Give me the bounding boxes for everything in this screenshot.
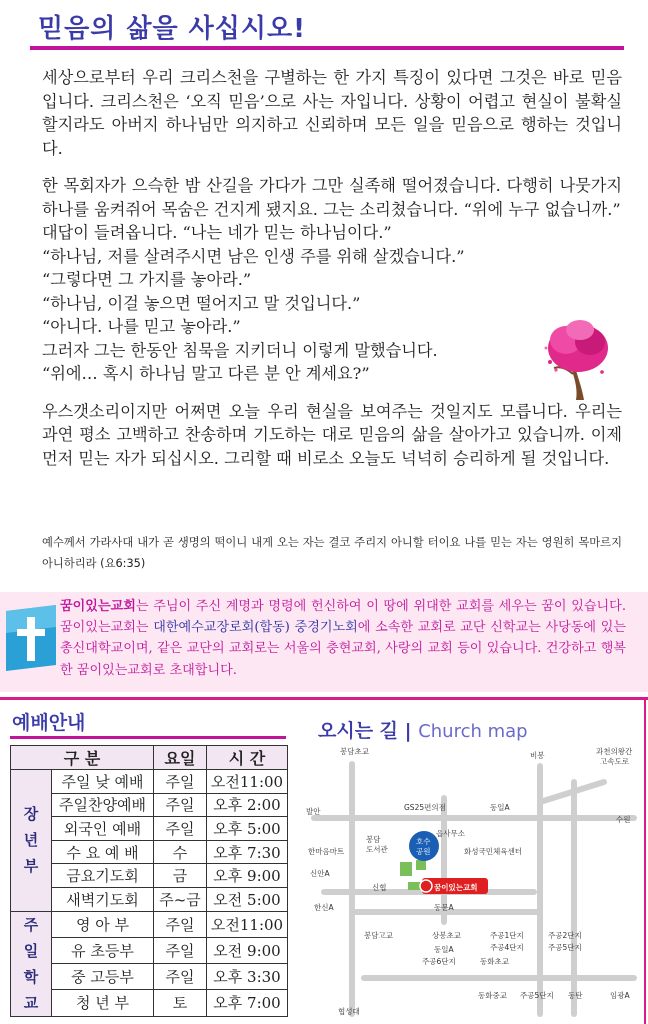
- article-paragraph: 그러자 그는 한동안 침묵을 지키더니 이렇게 말했습니다.: [42, 340, 438, 360]
- service-name: 청 년 부: [52, 990, 154, 1016]
- svg-text:봉담초교: 봉담초교: [340, 747, 369, 756]
- svg-text:임광A: 임광A: [610, 991, 630, 1000]
- svg-text:봉담고교: 봉담고교: [364, 931, 393, 940]
- svg-text:GS25편의점: GS25편의점: [404, 803, 446, 812]
- service-day: 금: [154, 864, 207, 888]
- article-body: [42, 66, 622, 470]
- table-row: [11, 887, 288, 911]
- page-title: 믿음의 삶을 사십시오!: [38, 14, 307, 44]
- svg-text:읍사무소: 읍사무소: [436, 829, 465, 838]
- service-name: 수 요 예 배: [52, 840, 154, 864]
- service-name: 영 아 부: [52, 911, 154, 937]
- svg-text:주공5단지: 주공5단지: [548, 943, 582, 952]
- service-day: 주일: [154, 817, 207, 841]
- service-name: 주일 낮 예배: [52, 770, 154, 794]
- cross-icon: [6, 605, 56, 671]
- svg-text:동일A: 동일A: [434, 945, 454, 954]
- svg-text:동화중교: 동화중교: [478, 991, 507, 1000]
- section-divider: [0, 697, 648, 700]
- category-adults: 장 년 부: [11, 770, 52, 912]
- service-name: 금요기도회: [52, 864, 154, 888]
- svg-text:수원: 수원: [616, 815, 631, 824]
- service-day: 주일: [154, 793, 207, 817]
- schedule-rule: [10, 736, 286, 739]
- svg-text:협성대: 협성대: [338, 1007, 360, 1016]
- title-rule: [30, 46, 624, 50]
- svg-text:상봉초교: 상봉초교: [432, 931, 461, 940]
- service-time: 오전11:00: [207, 911, 288, 937]
- svg-text:고속도로: 고속도로: [600, 757, 629, 766]
- svg-text:주공1단지: 주공1단지: [490, 931, 524, 940]
- article-paragraph: “하나님, 저를 살려주시면 남은 인생 주를 위해 살겠습니다.”: [42, 246, 465, 266]
- section-border: [644, 700, 646, 1024]
- service-time: 오후 9:00: [207, 864, 288, 888]
- article-paragraph: 우스갯소리이지만 어쩌면 오늘 우리 현실을 보여주는 것일지도 모릅니다. 우리는 과연 평소 고백하고 찬송하며 기도하는 대로 믿음의 삶을 살아가고 있습니까. 이제 먼저 믿는 자가 되십시오. 그리할 때 비로소 오늘도 넉넉히 승리하게 될 것입니다.: [42, 401, 622, 468]
- map-title-ko: 오시는 길: [318, 720, 399, 742]
- service-name: 외국인 예배: [52, 817, 154, 841]
- svg-text:주공6단지: 주공6단지: [422, 957, 456, 966]
- service-time: 오후 7:00: [207, 990, 288, 1016]
- service-day: 수: [154, 840, 207, 864]
- lake-park-marker: [409, 831, 439, 861]
- column-header: 구 분: [11, 746, 154, 770]
- schedule-title: 예배안내: [12, 712, 86, 734]
- service-time: 오전11:00: [207, 770, 288, 794]
- svg-text:비봉: 비봉: [530, 751, 545, 760]
- svg-text:공원: 공원: [416, 847, 431, 856]
- article-paragraph: 한 목회자가 으슥한 밤 산길을 가다가 그만 실족해 떨어졌습니다. 다행히 나뭇가지 하나를 움켜쥐어 목숨은 건지게 됐지요. 그는 소리쳤습니다. “위에 누구 없습니까.”: [42, 176, 622, 219]
- service-name: 중 고등부: [52, 964, 154, 990]
- service-time: 오후 5:00: [207, 817, 288, 841]
- service-name: 주일찬양예배: [52, 793, 154, 817]
- svg-text:동일A: 동일A: [490, 803, 510, 812]
- bible-verse: 예수께서 가라사대 내가 곧 생명의 떡이니 내게 오는 자는 결코 주리지 아니할 터이요 나를 믿는 자는 영원히 목마르지 아니하리라 (요6:35): [42, 536, 622, 570]
- article-paragraph: “그렇다면 그 가지를 놓아라.”: [42, 270, 252, 289]
- article-paragraph: “위에… 혹시 하나님 말고 다른 분 안 계세요?”: [42, 364, 370, 383]
- service-day: 주일: [154, 937, 207, 963]
- table-row: [11, 793, 288, 817]
- service-day: 주일: [154, 964, 207, 990]
- church-map: [304, 742, 640, 1018]
- service-day: 주일: [154, 770, 207, 794]
- service-name: 새벽기도회: [52, 887, 154, 911]
- svg-text:주공2단지: 주공2단지: [548, 931, 582, 940]
- service-time: 오후 2:00: [207, 793, 288, 817]
- service-name: 유 초등부: [52, 937, 154, 963]
- banner-text-part: 는 주님이 주신 계명과 명령에 헌신하여 이 땅에 위대한 교회를 세우는 꿈이 있습니다. 꿈이있는교회는: [60, 599, 626, 636]
- service-time: 오후 7:30: [207, 840, 288, 864]
- table-row: [11, 770, 288, 794]
- service-day: 주~금: [154, 887, 207, 911]
- table-header-row: [11, 746, 288, 770]
- column-header: 요일: [154, 746, 207, 770]
- table-row: [11, 990, 288, 1016]
- church-intro-banner: [0, 592, 648, 692]
- category-sunday-school: 주 일 학 교: [11, 911, 52, 1016]
- church-name: 꿈이있는교회: [60, 599, 136, 614]
- worship-schedule-table: [10, 745, 288, 1017]
- article-paragraph: 대답이 들려옵니다. “나는 네가 믿는 하나님이다.”: [42, 223, 392, 242]
- svg-text:도서관: 도서관: [366, 845, 388, 854]
- service-time: 오후 3:30: [207, 964, 288, 990]
- map-title: 오시는 길 | Church map: [318, 720, 528, 742]
- svg-text:발안: 발안: [306, 807, 321, 816]
- denomination: 대한예수교장로회(합동) 중경기노회: [153, 620, 358, 636]
- svg-text:한신A: 한신A: [314, 903, 334, 912]
- svg-text:꿈이있는교회: 꿈이있는교회: [434, 883, 478, 892]
- table-row: [11, 817, 288, 841]
- svg-text:주공4단지: 주공4단지: [490, 943, 524, 952]
- svg-text:주공5단지: 주공5단지: [520, 991, 554, 1000]
- svg-text:신안A: 신안A: [310, 869, 330, 878]
- svg-text:동화초교: 동화초교: [480, 957, 509, 966]
- table-row: [11, 911, 288, 937]
- service-time: 오전 9:00: [207, 937, 288, 963]
- svg-text:봉담: 봉담: [366, 835, 381, 844]
- article-paragraph: “아니다. 나를 믿고 놓아라.”: [42, 317, 241, 336]
- svg-text:과천의왕간: 과천의왕간: [596, 747, 633, 756]
- service-day: 주일: [154, 911, 207, 937]
- table-row: [11, 864, 288, 888]
- article-paragraph: 세상으로부터 우리 크리스천을 구별하는 한 가지 특징이 있다면 그것은 바로 믿음입니다. 크리스천은 ‘오직 믿음’으로 사는 자입니다. 상황이 어렵고 현실이 불확실할지라도 아버지 하나님만 의지하고 신뢰하며 모든 일을 믿음으로 행하는 것입니다.: [42, 68, 622, 158]
- svg-text:신협: 신협: [372, 883, 387, 892]
- svg-text:한마음마트: 한마음마트: [308, 847, 345, 856]
- table-row: [11, 840, 288, 864]
- banner-text: [60, 596, 626, 681]
- service-time: 오전 5:00: [207, 887, 288, 911]
- svg-text:동문A: 동문A: [434, 903, 454, 912]
- map-title-en: Church map: [418, 721, 528, 742]
- service-day: 토: [154, 990, 207, 1016]
- column-header: 시 간: [207, 746, 288, 770]
- svg-text:동탄: 동탄: [568, 991, 583, 1000]
- table-row: [11, 964, 288, 990]
- pink-tree-illustration: [540, 318, 612, 400]
- table-row: [11, 937, 288, 963]
- svg-text:호수: 호수: [416, 837, 431, 846]
- article-paragraph: “하나님, 이걸 놓으면 떨어지고 말 것입니다.”: [42, 293, 361, 313]
- svg-text:화성국민체육센터: 화성국민체육센터: [464, 847, 522, 856]
- banner-text-part: 에 소속한 교회로 교단 신학교는 사당동에 있는 총신대학교이며, 같은 교단의 교회로는 서울의 충현교회, 사랑의 교회 등이 있습니다. 건강하고 행복한 꿈이있는교회로 초대합니다.: [60, 620, 627, 678]
